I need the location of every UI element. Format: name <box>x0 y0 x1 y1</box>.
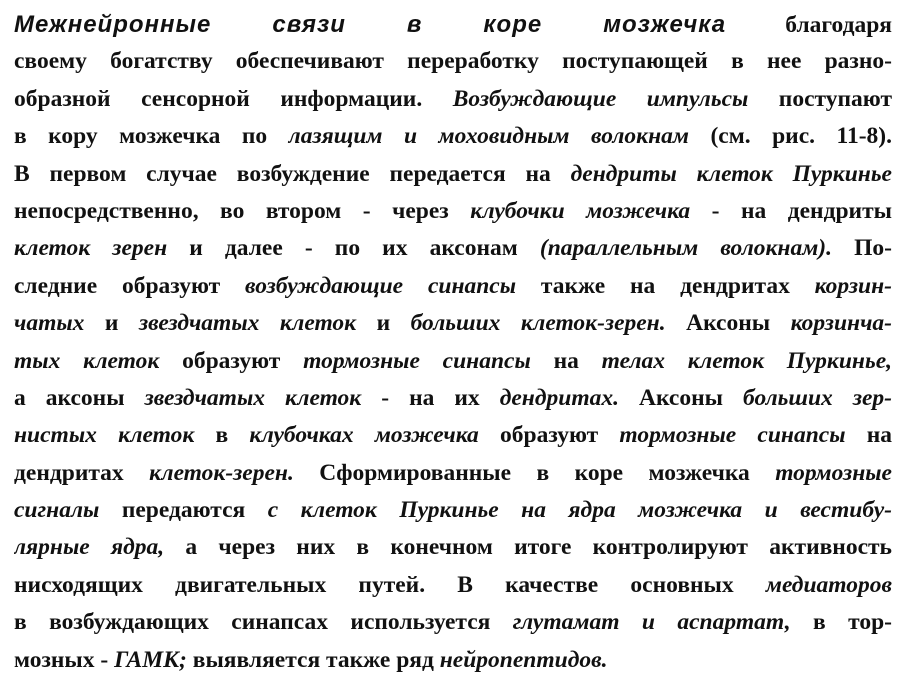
text-run: в тор- <box>790 609 892 636</box>
italic-term: сигналы <box>14 497 100 524</box>
text-run: непосредственно, во втором - через <box>14 197 471 224</box>
paragraph-heading: Межнейронные связи в коре мозжечка <box>14 11 727 38</box>
italic-term: возбуждающие синапсы <box>245 272 517 299</box>
text-run: на <box>530 347 602 374</box>
italic-term: дендритах. <box>499 384 619 411</box>
text-line <box>14 604 892 641</box>
text-line <box>14 43 892 80</box>
text-run: также на дендритах <box>516 272 815 299</box>
text-line <box>14 268 892 305</box>
italic-term: нейропептидов. <box>439 646 608 673</box>
text-run: образной сенсорной информации. <box>14 85 453 112</box>
text-run: мозных - <box>14 646 115 673</box>
text-run: в возбуждающих синапсах используется <box>14 609 513 636</box>
text-run: образуют <box>159 347 304 374</box>
text-run: нисходящих двигательных путей. В качестве основных <box>14 571 766 598</box>
text-run: - на дендриты <box>690 197 892 224</box>
text-line <box>14 118 892 155</box>
italic-term: медиаторов <box>765 571 892 598</box>
italic-term: звездчатых клеток <box>138 310 357 337</box>
text-line <box>14 6 892 43</box>
text-run: образуют <box>478 422 620 449</box>
italic-term: тормозные синапсы <box>619 422 846 449</box>
italic-term: клеток-зерен. <box>149 459 294 486</box>
text-run: и далее - по их аксонам <box>167 235 540 262</box>
italic-term: лазящим и моховидным волокнам <box>288 123 689 150</box>
italic-term: глутамат и аспартат, <box>512 609 791 636</box>
italic-term: нистых клеток <box>14 422 195 449</box>
italic-term: клубочки мозжечка <box>470 197 691 224</box>
text-line <box>14 380 892 417</box>
italic-term: корзинча- <box>790 310 892 337</box>
italic-term: тормозные синапсы <box>303 347 531 374</box>
text-line <box>14 567 892 604</box>
text-run: на <box>845 422 892 449</box>
italic-term: Возбуждающие импульсы <box>452 85 749 112</box>
text-run: выявляется также ряд <box>186 646 440 673</box>
text-line <box>14 529 892 566</box>
text-run: и <box>84 310 139 337</box>
text-run: а аксоны <box>14 384 145 411</box>
italic-term: лярные ядра, <box>14 534 165 561</box>
italic-term: тых клеток <box>14 347 160 374</box>
text-run: В первом случае возбуждение передается на <box>14 160 571 187</box>
italic-term: с клеток Пуркинье на ядра мозжечка и вестибу- <box>267 497 892 524</box>
text-run: следние образуют <box>14 272 246 299</box>
text-line <box>14 455 892 492</box>
italic-term: (параллельным волокнам). <box>539 235 833 262</box>
text-run: дендритах <box>14 459 150 486</box>
italic-term: клеток зерен <box>14 235 168 262</box>
text-run: (см. рис. 11-8). <box>688 123 892 150</box>
italic-term: дендриты клеток Пуркинье <box>570 160 892 187</box>
italic-term: звездчатых клеток <box>144 384 362 411</box>
text-line <box>14 492 892 529</box>
italic-term: больших клеток-зерен. <box>410 310 666 337</box>
italic-term: ГАМК; <box>114 646 187 673</box>
text-line <box>14 193 892 230</box>
text-run: Аксоны <box>618 384 744 411</box>
text-run: По- <box>832 235 892 262</box>
italic-term: чатых <box>14 310 85 337</box>
text-line <box>14 343 892 380</box>
text-run: в кору мозжечка по <box>14 123 289 150</box>
italic-term: корзин- <box>814 272 892 299</box>
text-run: а через них в конечном итоге контролируют активность <box>164 534 892 561</box>
text-line <box>14 305 892 342</box>
paragraph <box>14 6 892 679</box>
text-run: Аксоны <box>665 310 791 337</box>
text-line <box>14 156 892 193</box>
italic-term: больших зер- <box>743 384 892 411</box>
text-run: передаются <box>99 497 268 524</box>
italic-term: телах клеток Пуркинье, <box>601 347 892 374</box>
text-run: своему богатству обеспечивают переработку поступающей в нее разно- <box>14 48 892 75</box>
text-run: Сформированные в коре мозжечка <box>293 459 776 486</box>
text-run: благодаря <box>726 12 892 38</box>
italic-term: тормозные <box>775 459 892 486</box>
text-run: в <box>194 422 250 449</box>
italic-term: клубочках мозжечка <box>249 422 479 449</box>
text-line <box>14 417 892 454</box>
text-line <box>14 642 892 679</box>
text-run: - на их <box>361 384 500 411</box>
text-run: поступают <box>748 85 892 112</box>
text-line <box>14 230 892 267</box>
text-line <box>14 81 892 118</box>
text-run: и <box>356 310 411 337</box>
